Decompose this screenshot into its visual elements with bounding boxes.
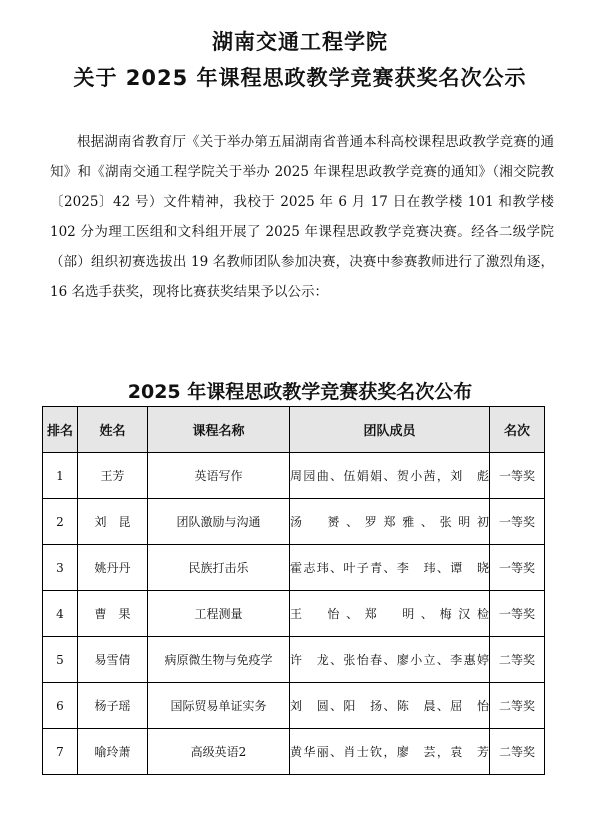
header-course: 课程名称 <box>148 407 290 453</box>
cell-name: 杨子瑶 <box>78 683 148 729</box>
header-name: 姓名 <box>78 407 148 453</box>
cell-team: 霍志玮、叶子青、李 玮、谭 晓 <box>290 545 490 591</box>
document-title: 关于 2025 年课程思政教学竞赛获奖名次公示 <box>73 66 527 90</box>
header-rank: 排名 <box>43 407 78 453</box>
table-header-row <box>43 407 545 453</box>
school-name: 湖南交通工程学院 <box>212 30 388 54</box>
cell-award: 二等奖 <box>490 637 545 683</box>
cell-award: 一等奖 <box>490 591 545 637</box>
cell-rank: 6 <box>43 683 78 729</box>
cell-name: 曹 果 <box>78 591 148 637</box>
table-row <box>43 591 545 637</box>
cell-team: 刘 圆、阳 扬、陈 晨、屈 怡 <box>290 683 490 729</box>
cell-award: 一等奖 <box>490 499 545 545</box>
cell-rank: 5 <box>43 637 78 683</box>
cell-course: 团队激励与沟通 <box>148 499 290 545</box>
cell-team: 王 怡、郑 明、梅汉检 <box>290 591 490 637</box>
table-row <box>43 499 545 545</box>
cell-rank: 2 <box>43 499 78 545</box>
header-team: 团队成员 <box>290 407 490 453</box>
cell-name: 喻玲萧 <box>78 729 148 775</box>
cell-course: 病原微生物与免疫学 <box>148 637 290 683</box>
cell-rank: 3 <box>43 545 78 591</box>
cell-name: 王芳 <box>78 453 148 499</box>
table-row <box>43 637 545 683</box>
cell-team: 黄华丽、肖士钦，廖 芸，袁 芳 <box>290 729 490 775</box>
header-award: 名次 <box>490 407 545 453</box>
cell-name: 刘 昆 <box>78 499 148 545</box>
cell-course: 工程测量 <box>148 591 290 637</box>
cell-course: 英语写作 <box>148 453 290 499</box>
cell-award: 一等奖 <box>490 545 545 591</box>
cell-course: 高级英语2 <box>148 729 290 775</box>
cell-course: 国际贸易单证实务 <box>148 683 290 729</box>
cell-course: 民族打击乐 <box>148 545 290 591</box>
table-row <box>43 453 545 499</box>
cell-name: 姚丹丹 <box>78 545 148 591</box>
cell-name: 易雪倩 <box>78 637 148 683</box>
cell-team: 周园曲、伍娟娟、贺小茜，刘 彪 <box>290 453 490 499</box>
awards-table <box>42 406 545 775</box>
cell-award: 一等奖 <box>490 453 545 499</box>
table-row <box>43 729 545 775</box>
body-paragraph: 根据湖南省教育厅《关于举办第五届湖南省普通本科高校课程思政教学竞赛的通知》和《湖南交通工程学院关于举办 2025 年课程思政教学竞赛的通知》（湘交院教〔2025〕42 号）文件精神，我校于 2025 年 6 月 17 日在教学楼 101 和教学楼 102 分为理工医组和文科组开展了 2025 年课程思政教学竞赛决赛。经各二级学院（部）组织初赛选拔出 19 名教师团队参加决赛，决赛中参赛教师进行了激烈角逐，16 名选手获奖，现将比赛获奖结果予以公示： <box>50 134 554 300</box>
table-title: 2025 年课程思政教学竞赛获奖名次公布 <box>127 381 473 403</box>
cell-team: 汤 赟、罗郑雅、张明初 <box>290 499 490 545</box>
cell-rank: 4 <box>43 591 78 637</box>
table-row <box>43 545 545 591</box>
table-row <box>43 683 545 729</box>
cell-team: 许 龙、张怡春、廖小立、李惠婷 <box>290 637 490 683</box>
cell-award: 二等奖 <box>490 683 545 729</box>
cell-award: 二等奖 <box>490 729 545 775</box>
cell-rank: 1 <box>43 453 78 499</box>
cell-rank: 7 <box>43 729 78 775</box>
